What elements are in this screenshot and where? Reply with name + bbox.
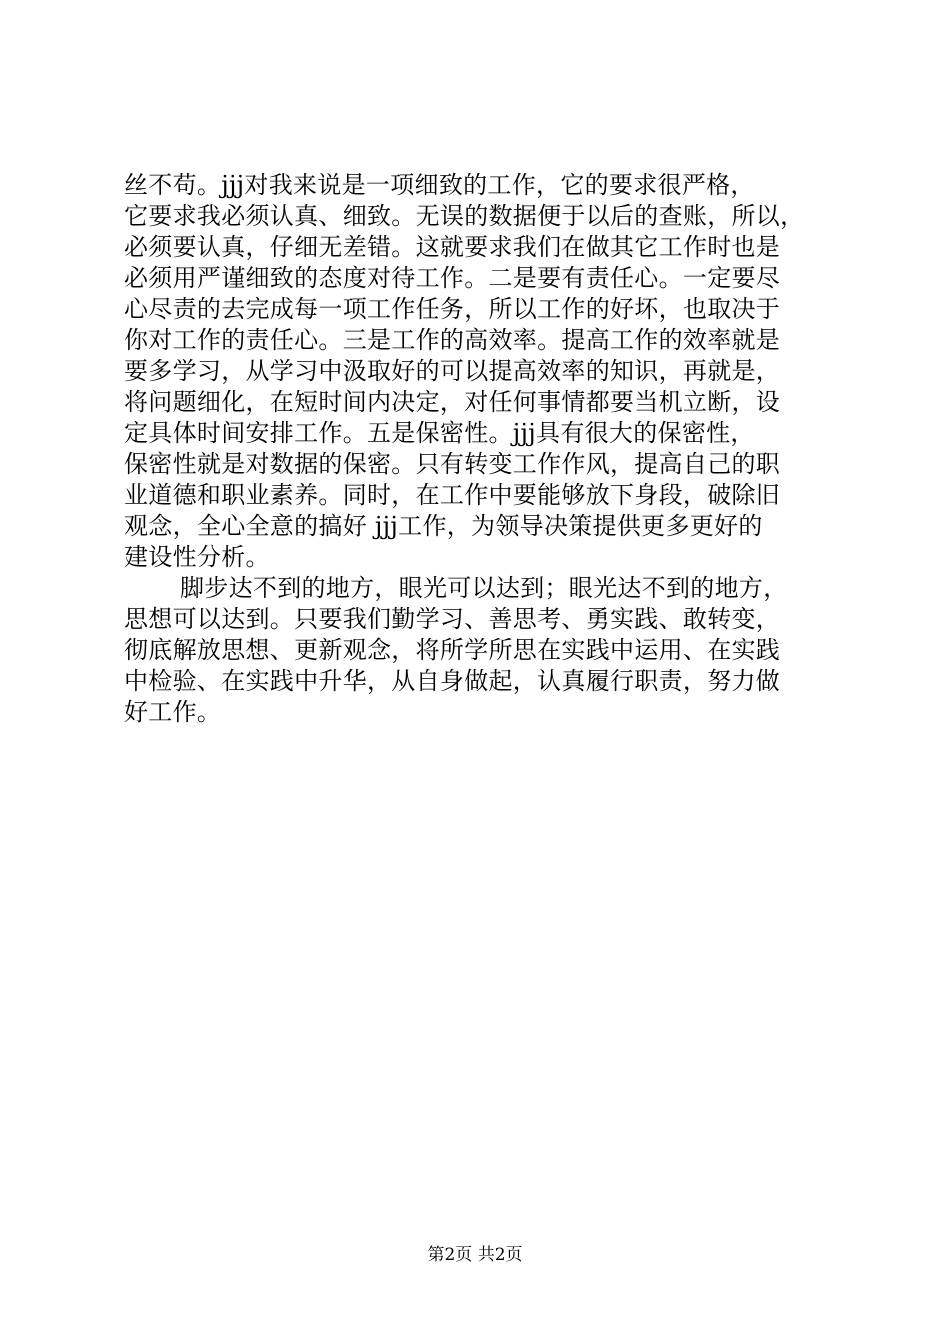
body-text bbox=[124, 170, 844, 728]
text-line: 思想可以达到。只要我们勤学习、善思考、勇实践、敢转变， bbox=[124, 605, 781, 633]
text-line: 要多学习，从学习中汲取好的可以提高效率的知识，再就是， bbox=[124, 357, 781, 385]
text-line: 彻底解放思想、更新观念，将所学所思在实践中运用、在实践 bbox=[124, 636, 781, 664]
text-line: 好工作。 bbox=[124, 698, 222, 726]
text-line: 必须要认真，仔细无差错。这就要求我们在做其它工作时也是 bbox=[124, 233, 781, 261]
paragraph-2 bbox=[124, 573, 844, 728]
page-number-label: 第2页 共2页 bbox=[427, 1245, 523, 1265]
text-line: 你对工作的责任心。三是工作的高效率。提高工作的效率就是 bbox=[124, 326, 781, 354]
paragraph-1 bbox=[124, 170, 844, 573]
text-line: 建设性分析。 bbox=[124, 543, 270, 571]
text-line: 中检验、在实践中升华，从自身做起，认真履行职责，努力做 bbox=[124, 667, 781, 695]
text-line: 它要求我必须认真、细致。无误的数据便于以后的查账，所以， bbox=[124, 202, 805, 230]
text-line: 将问题细化，在短时间内决定，对任何事情都要当机立断，设 bbox=[124, 388, 781, 416]
text-line: 观念，全心全意的搞好 jjj工作，为领导决策提供更多更好的 bbox=[124, 512, 763, 540]
text-line: 必须用严谨细致的态度对待工作。二是要有责任心。一定要尽 bbox=[124, 264, 781, 292]
text-line: 定具体时间安排工作。五是保密性。jjj具有很大的保密性， bbox=[124, 419, 755, 447]
text-line: 业道德和职业素养。同时，在工作中要能够放下身段，破除旧 bbox=[124, 481, 781, 509]
text-line: 丝不苟。jjj对我来说是一项细致的工作，它的要求很严格， bbox=[124, 171, 755, 199]
page-footer bbox=[0, 1244, 950, 1266]
text-line: 脚步达不到的地方，眼光可以达到；眼光达不到的地方， bbox=[180, 574, 788, 602]
text-line: 保密性就是对数据的保密。只有转变工作作风，提高自己的职 bbox=[124, 450, 781, 478]
text-line: 心尽责的去完成每一项工作任务，所以工作的好坏，也取决于 bbox=[124, 295, 781, 323]
